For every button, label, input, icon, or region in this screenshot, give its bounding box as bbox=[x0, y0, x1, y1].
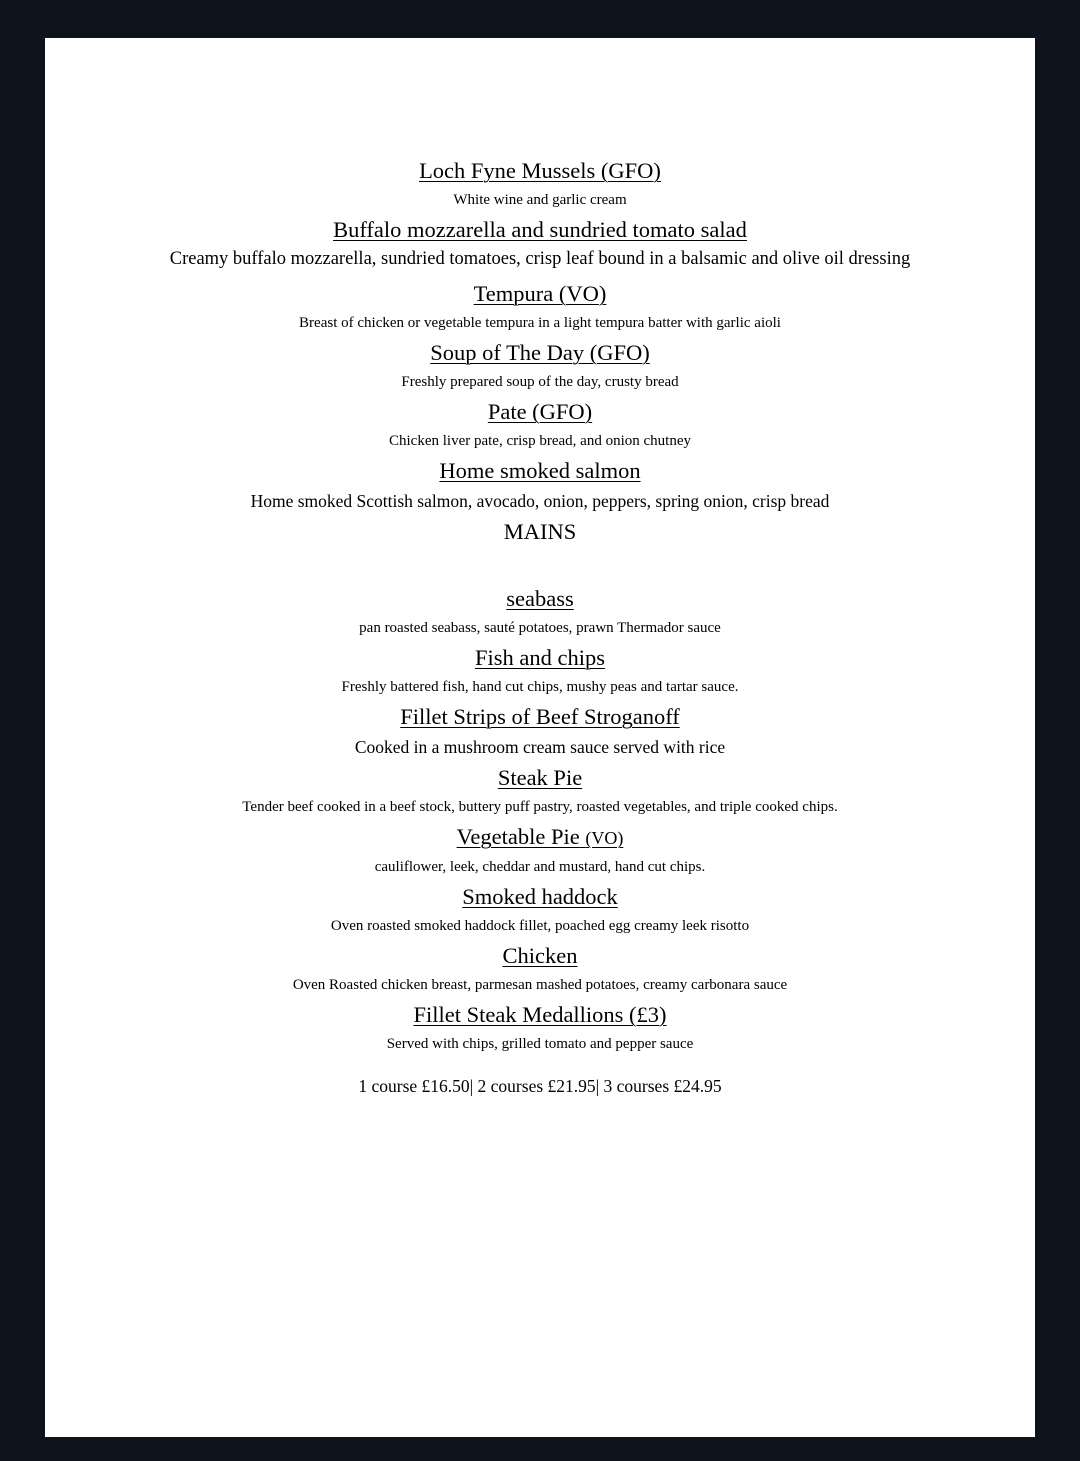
dish-description: Home smoked Scottish salmon, avocado, onion, peppers, spring onion, crisp bread bbox=[250, 491, 830, 511]
dish-title: Pate (GFO) bbox=[487, 399, 593, 424]
dish-description: Chicken liver pate, crisp bread, and onion chutney bbox=[389, 433, 691, 449]
dish-description: Oven roasted smoked haddock fillet, poached egg creamy leek risotto bbox=[330, 918, 750, 934]
dish-description: cauliflower, leek, cheddar and mustard, hand cut chips. bbox=[374, 859, 706, 875]
menu-page bbox=[45, 38, 1035, 1437]
dish-title: Home smoked salmon bbox=[439, 458, 641, 483]
dish-title-suffix: (VO) bbox=[585, 828, 624, 848]
dish-title: Buffalo mozzarella and sundried tomato salad bbox=[333, 217, 747, 242]
spacer bbox=[45, 1059, 1035, 1071]
dish-title: Chicken bbox=[502, 943, 578, 968]
dish-title: Fillet Steak Medallions (£3) bbox=[413, 1002, 667, 1027]
dish-description: Creamy buffalo mozzarella, sundried tomatoes, crisp leaf bound in a balsamic and olive oil dressing bbox=[169, 249, 911, 269]
dish-title: Soup of The Day (GFO) bbox=[430, 340, 650, 365]
dish-description: Freshly prepared soup of the day, crusty bread bbox=[401, 374, 679, 390]
dish-title-text: Vegetable Pie bbox=[456, 824, 580, 849]
dish-description: pan roasted seabass, sauté potatoes, prawn Thermador sauce bbox=[359, 620, 721, 636]
section-heading-mains: MAINS bbox=[503, 519, 577, 544]
menu-content bbox=[45, 156, 1035, 1101]
dish-title: Fish and chips bbox=[474, 645, 605, 670]
dish-description: Cooked in a mushroom cream sauce served with rice bbox=[354, 737, 726, 757]
dish-description: Tender beef cooked in a beef stock, buttery puff pastry, roasted vegetables, and triple cooked chips. bbox=[242, 799, 838, 815]
course-prices: 1 course £16.50| 2 courses £21.95| 3 courses £24.95 bbox=[358, 1076, 722, 1096]
dish-description: Breast of chicken or vegetable tempura in a light tempura batter with garlic aioli bbox=[299, 315, 781, 331]
dish-title: Fillet Strips of Beef Stroganoff bbox=[400, 704, 680, 729]
dish-title: Steak Pie bbox=[497, 765, 583, 790]
dish-title: seabass bbox=[506, 586, 574, 611]
dish-title: Smoked haddock bbox=[462, 884, 618, 909]
dish-description: Oven Roasted chicken breast, parmesan mashed potatoes, creamy carbonara sauce bbox=[292, 977, 788, 993]
dish-title bbox=[45, 822, 1035, 853]
dish-description: White wine and garlic cream bbox=[453, 192, 627, 208]
spacer bbox=[45, 547, 1035, 584]
dish-description: Freshly battered fish, hand cut chips, mushy peas and tartar sauce. bbox=[341, 679, 739, 695]
dish-description: Served with chips, grilled tomato and pepper sauce bbox=[386, 1036, 694, 1052]
dish-title: Loch Fyne Mussels (GFO) bbox=[419, 158, 661, 183]
dish-title: Tempura (VO) bbox=[473, 281, 607, 306]
